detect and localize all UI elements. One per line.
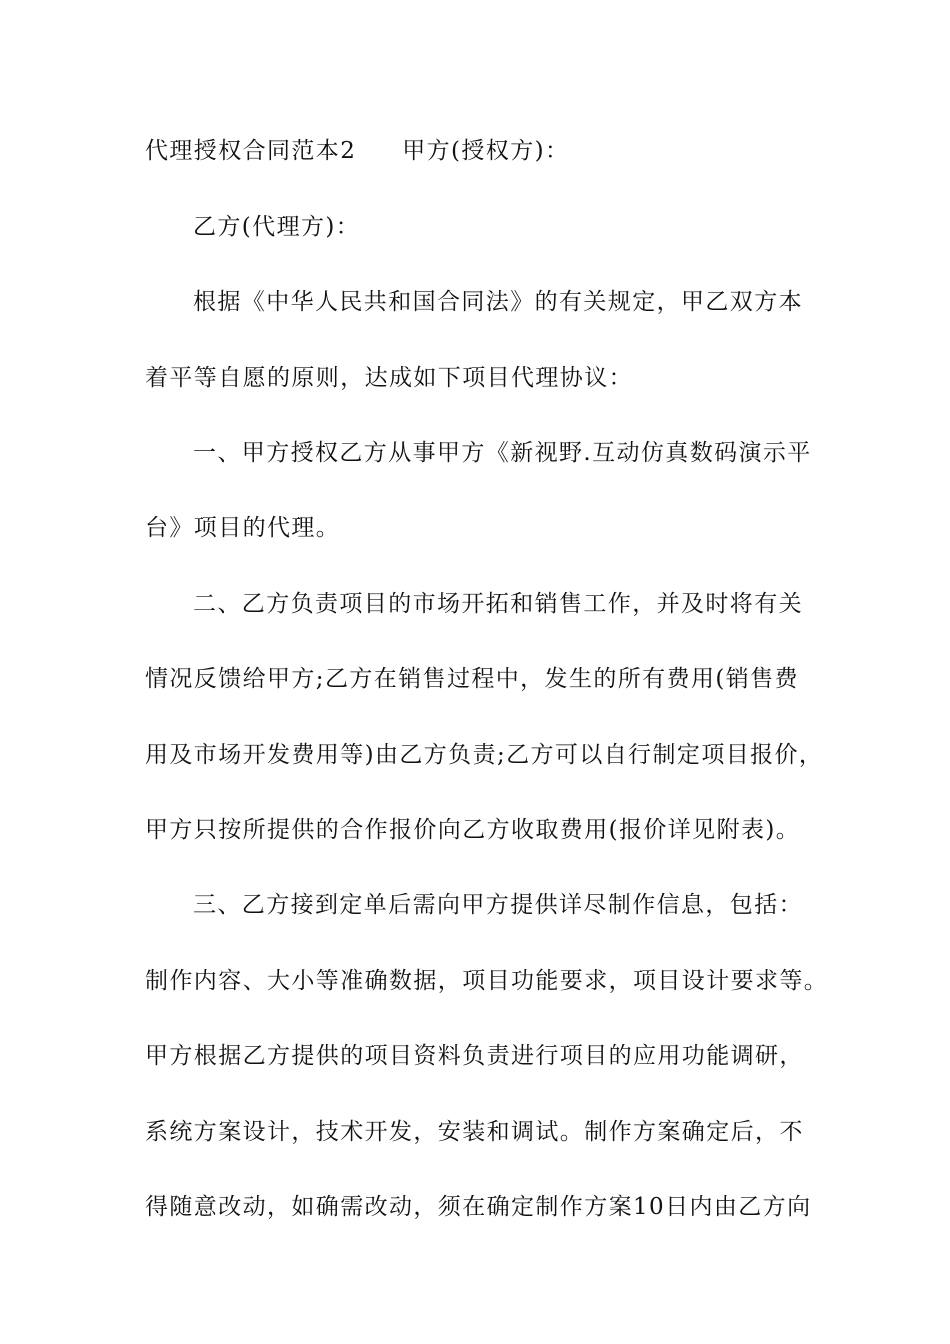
paragraph-line: 用及市场开发费用等)由乙方负责;乙方可以自行制定项目报价， <box>145 742 824 768</box>
paragraph-line: 得随意改动，如确需改动，须在确定制作方案10日内由乙方向 <box>145 1194 812 1220</box>
paragraph-line: 二、乙方负责项目的市场开拓和销售工作，并及时将有关 <box>193 591 803 617</box>
document-title: 代理授权合同范本2 <box>145 138 357 164</box>
paragraph-line: 情况反馈给甲方;乙方在销售过程中，发生的所有费用(销售费 <box>145 666 799 692</box>
party-b-label: 乙方(代理方)： <box>193 214 361 240</box>
title-line <box>145 131 825 171</box>
paragraph-line: 甲方只按所提供的合作报价向乙方收取费用(报价详见附表)。 <box>145 817 801 843</box>
party-a-label: 甲方(授权方)： <box>402 138 570 164</box>
paragraph-line: 根据《中华人民共和国合同法》的有关规定，甲乙双方本 <box>193 289 803 315</box>
paragraph-line: 系统方案设计，技术开发，安装和调试。制作方案确定后，不 <box>145 1119 804 1145</box>
paragraph-line: 台》项目的代理。 <box>145 515 341 541</box>
paragraph-line: 着平等自愿的原则，达成如下项目代理协议： <box>145 365 633 391</box>
paragraph-line: 制作内容、大小等准确数据，项目功能要求，项目设计要求等。 <box>145 968 829 994</box>
paragraph-line: 甲方根据乙方提供的项目资料负责进行项目的应用功能调研， <box>145 1043 804 1069</box>
paragraph-line: 三、乙方接到定单后需向甲方提供详尽制作信息，包括： <box>193 892 803 918</box>
paragraph-line: 一、甲方授权乙方从事甲方《新视野.互动仿真数码演示平 <box>193 440 812 466</box>
